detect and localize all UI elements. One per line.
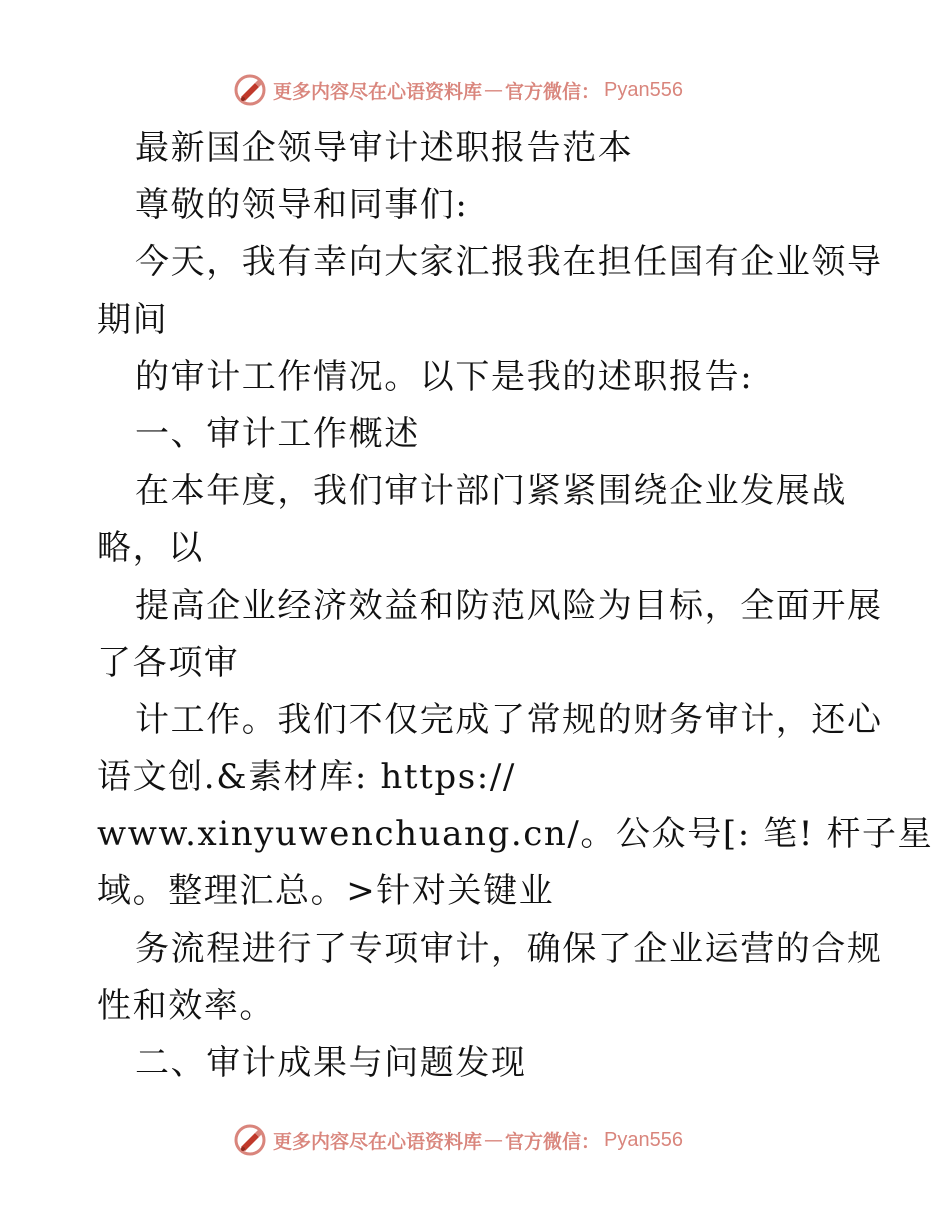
paragraph-line: 计工作。我们不仅完成了常规的财务审计，还心: [135, 699, 883, 740]
banner-wechat-id: Pyan556: [604, 1128, 683, 1151]
paragraph-line: 期间: [97, 299, 169, 340]
header-banner: [233, 72, 713, 108]
paragraph-line: 务流程进行了专项审计，确保了企业运营的合规: [135, 928, 883, 969]
paragraph-line: 尊敬的领导和同事们:: [135, 185, 469, 226]
paragraph-line: 域。整理汇总。>针对关键业: [97, 871, 555, 912]
pen-logo-icon: [233, 1123, 267, 1157]
banner-text: 更多内容尽在心语资料库: [273, 80, 483, 103]
paragraph-line: 今天，我有幸向大家汇报我在担任国有企业领导: [135, 242, 883, 283]
banner-separator: —: [484, 1129, 504, 1151]
paragraph-line: 了各项审: [97, 642, 240, 683]
footer-banner: [233, 1122, 713, 1158]
paragraph-line: 的审计工作情况。以下是我的述职报告:: [135, 356, 754, 397]
paragraph-line: 略，以: [97, 528, 204, 569]
paragraph-line: 在本年度，我们审计部门紧紧围绕企业发展战: [135, 471, 847, 512]
banner-wechat-label: 官方微信：: [505, 1130, 601, 1153]
paragraph-line: 提高企业经济效益和防范风险为目标，全面开展: [135, 585, 883, 626]
banner-wechat-id: Pyan556: [604, 78, 683, 101]
paragraph-line: 性和效率。: [97, 985, 275, 1026]
pen-logo-icon: [233, 73, 267, 107]
section-heading: 二、审计成果与问题发现: [135, 1043, 527, 1083]
banner-separator: —: [484, 79, 504, 101]
document-title: 最新国企领导审计述职报告范本: [135, 128, 634, 168]
banner-text: 更多内容尽在心语资料库: [273, 1130, 483, 1153]
paragraph-line: www.xinyuwenchuang.cn/。公众号[: 笔! 杆子星: [97, 814, 934, 855]
banner-wechat-label: 官方微信：: [505, 80, 601, 103]
document-body: [97, 120, 934, 1092]
paragraph-line: 语文创.&素材库: https://: [97, 757, 516, 798]
section-heading: 一、审计工作概述: [135, 413, 420, 454]
